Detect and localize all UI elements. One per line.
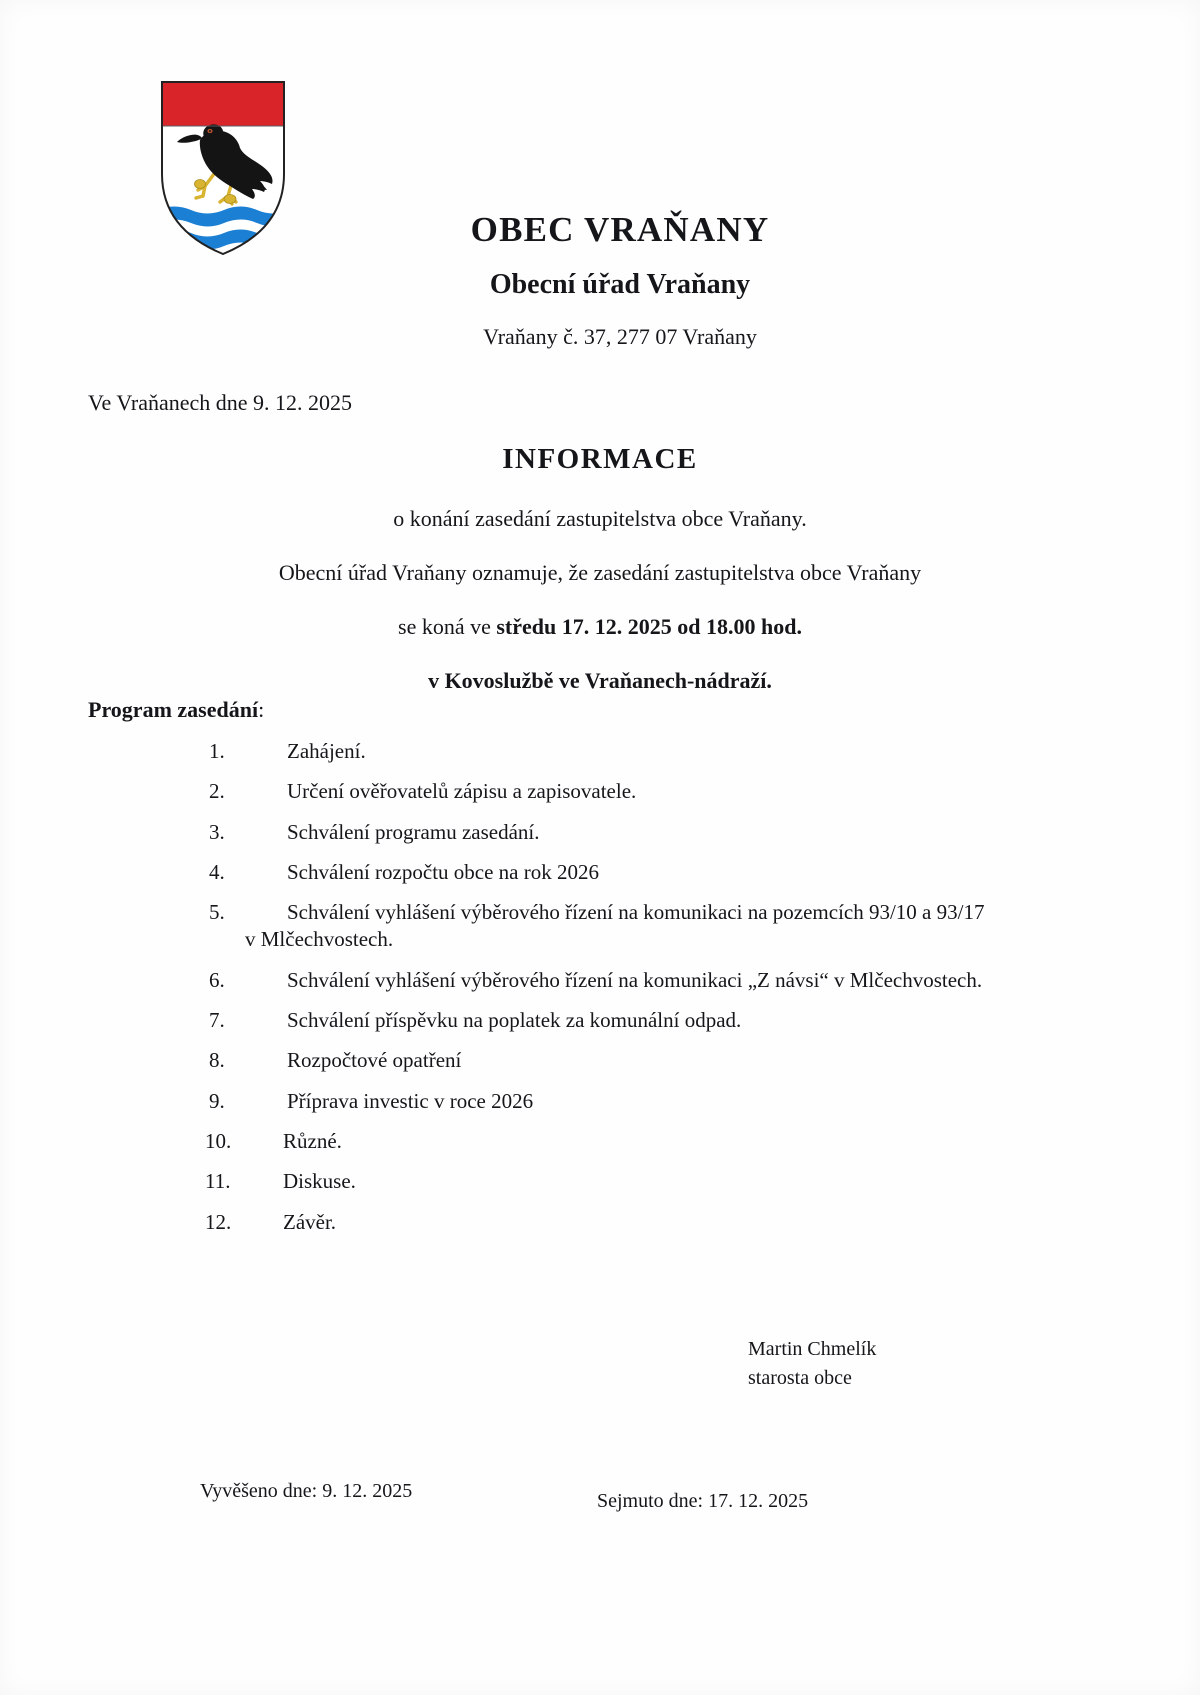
meeting-datetime-value: středu 17. 12. 2025 od 18.00 hod. (496, 614, 802, 639)
agenda-item-text: Příprava investic v roce 2026 (287, 1088, 534, 1113)
agenda-item-text: Schválení programu zasedání. (287, 819, 540, 844)
agenda-item (205, 819, 1085, 846)
agenda-item (205, 778, 1085, 805)
agenda-item (205, 1209, 1085, 1236)
agenda-item-number: 8. (209, 1048, 225, 1073)
agenda-item-text-continuation: v Mlčechvostech. (245, 927, 394, 952)
agenda-item (205, 1128, 1085, 1155)
announcement-body (100, 443, 1100, 694)
agenda-item-text: Rozpočtové opatření (287, 1048, 462, 1073)
agenda-list (205, 738, 1085, 1249)
agenda-item (205, 738, 1085, 765)
letterhead (300, 210, 940, 350)
removal-date: Sejmuto dne: 17. 12. 2025 (597, 1490, 809, 1512)
municipality-name: OBEC VRAŇANY (470, 210, 770, 249)
announcement-text: Obecní úřad Vraňany oznamuje, že zasedání zastupitelstva obce Vraňany (278, 560, 922, 585)
agenda-item-text: Diskuse. (283, 1169, 356, 1194)
agenda-item-text: Schválení příspěvku na poplatek za komunální odpad. (287, 1008, 742, 1033)
agenda-item-number: 10. (205, 1128, 232, 1153)
agenda-item (205, 1047, 1085, 1074)
signature-block (748, 1335, 876, 1393)
office-name: Obecní úřad Vraňany (489, 269, 751, 301)
agenda-item-text: Schválení rozpočtu obce na rok 2026 (287, 859, 599, 884)
coat-of-arms-icon (158, 78, 288, 258)
agenda-item-text: Schválení vyhlášení výběrového řízení na komunikaci na pozemcích 93/10 a 93/17 v Mlčechvostech. (287, 899, 1085, 954)
agenda-item-number: 3. (209, 819, 225, 844)
agenda-item-number: 9. (209, 1088, 225, 1113)
signatory-name: Martin Chmelík (748, 1338, 877, 1360)
agenda-heading-colon: : (258, 697, 265, 722)
agenda-item-number: 12. (205, 1209, 232, 1234)
meeting-datetime-prefix: se koná ve (398, 614, 497, 639)
agenda-item-number: 1. (209, 739, 225, 763)
agenda-item-text: Různé. (283, 1128, 342, 1153)
agenda-item (205, 859, 1085, 886)
agenda-item-number: 7. (209, 1008, 225, 1033)
agenda-item-number: 4. (209, 859, 225, 884)
signatory-role: starosta obce (748, 1367, 852, 1389)
office-address: Vraňany č. 37, 277 07 Vraňany (483, 323, 757, 349)
agenda-item-number: 2. (209, 779, 225, 804)
place-and-date: Ve Vraňanech dne 9. 12. 2025 (88, 390, 353, 415)
agenda-heading (88, 697, 264, 723)
meeting-datetime (100, 614, 1100, 640)
agenda-item (205, 1007, 1085, 1034)
meeting-venue: v Kovoslužbě ve Vraňanech-nádraží. (428, 668, 772, 693)
document-subject: o konání zasedání zastupitelstva obce Vraňany. (393, 506, 807, 531)
agenda-item-number: 6. (209, 967, 225, 992)
agenda-heading-label: Program zasedání (88, 697, 259, 722)
agenda-item (205, 1088, 1085, 1115)
agenda-item-text: Schválení vyhlášení výběrového řízení na komunikaci „Z návsi“ v Mlčechvostech. (287, 967, 983, 992)
agenda-item-number: 11. (205, 1169, 231, 1194)
agenda-item-text: Závěr. (283, 1209, 337, 1234)
agenda-item (205, 967, 1085, 994)
agenda-item-text: Určení ověřovatelů zápisu a zapisovatele. (287, 779, 637, 804)
document-title: INFORMACE (502, 443, 698, 475)
agenda-item (205, 899, 1085, 954)
agenda-item-number: 5. (209, 900, 225, 925)
agenda-item-text: Zahájení. (287, 739, 366, 763)
posted-date: Vyvěšeno dne: 9. 12. 2025 (200, 1480, 413, 1502)
agenda-item (205, 1168, 1085, 1195)
